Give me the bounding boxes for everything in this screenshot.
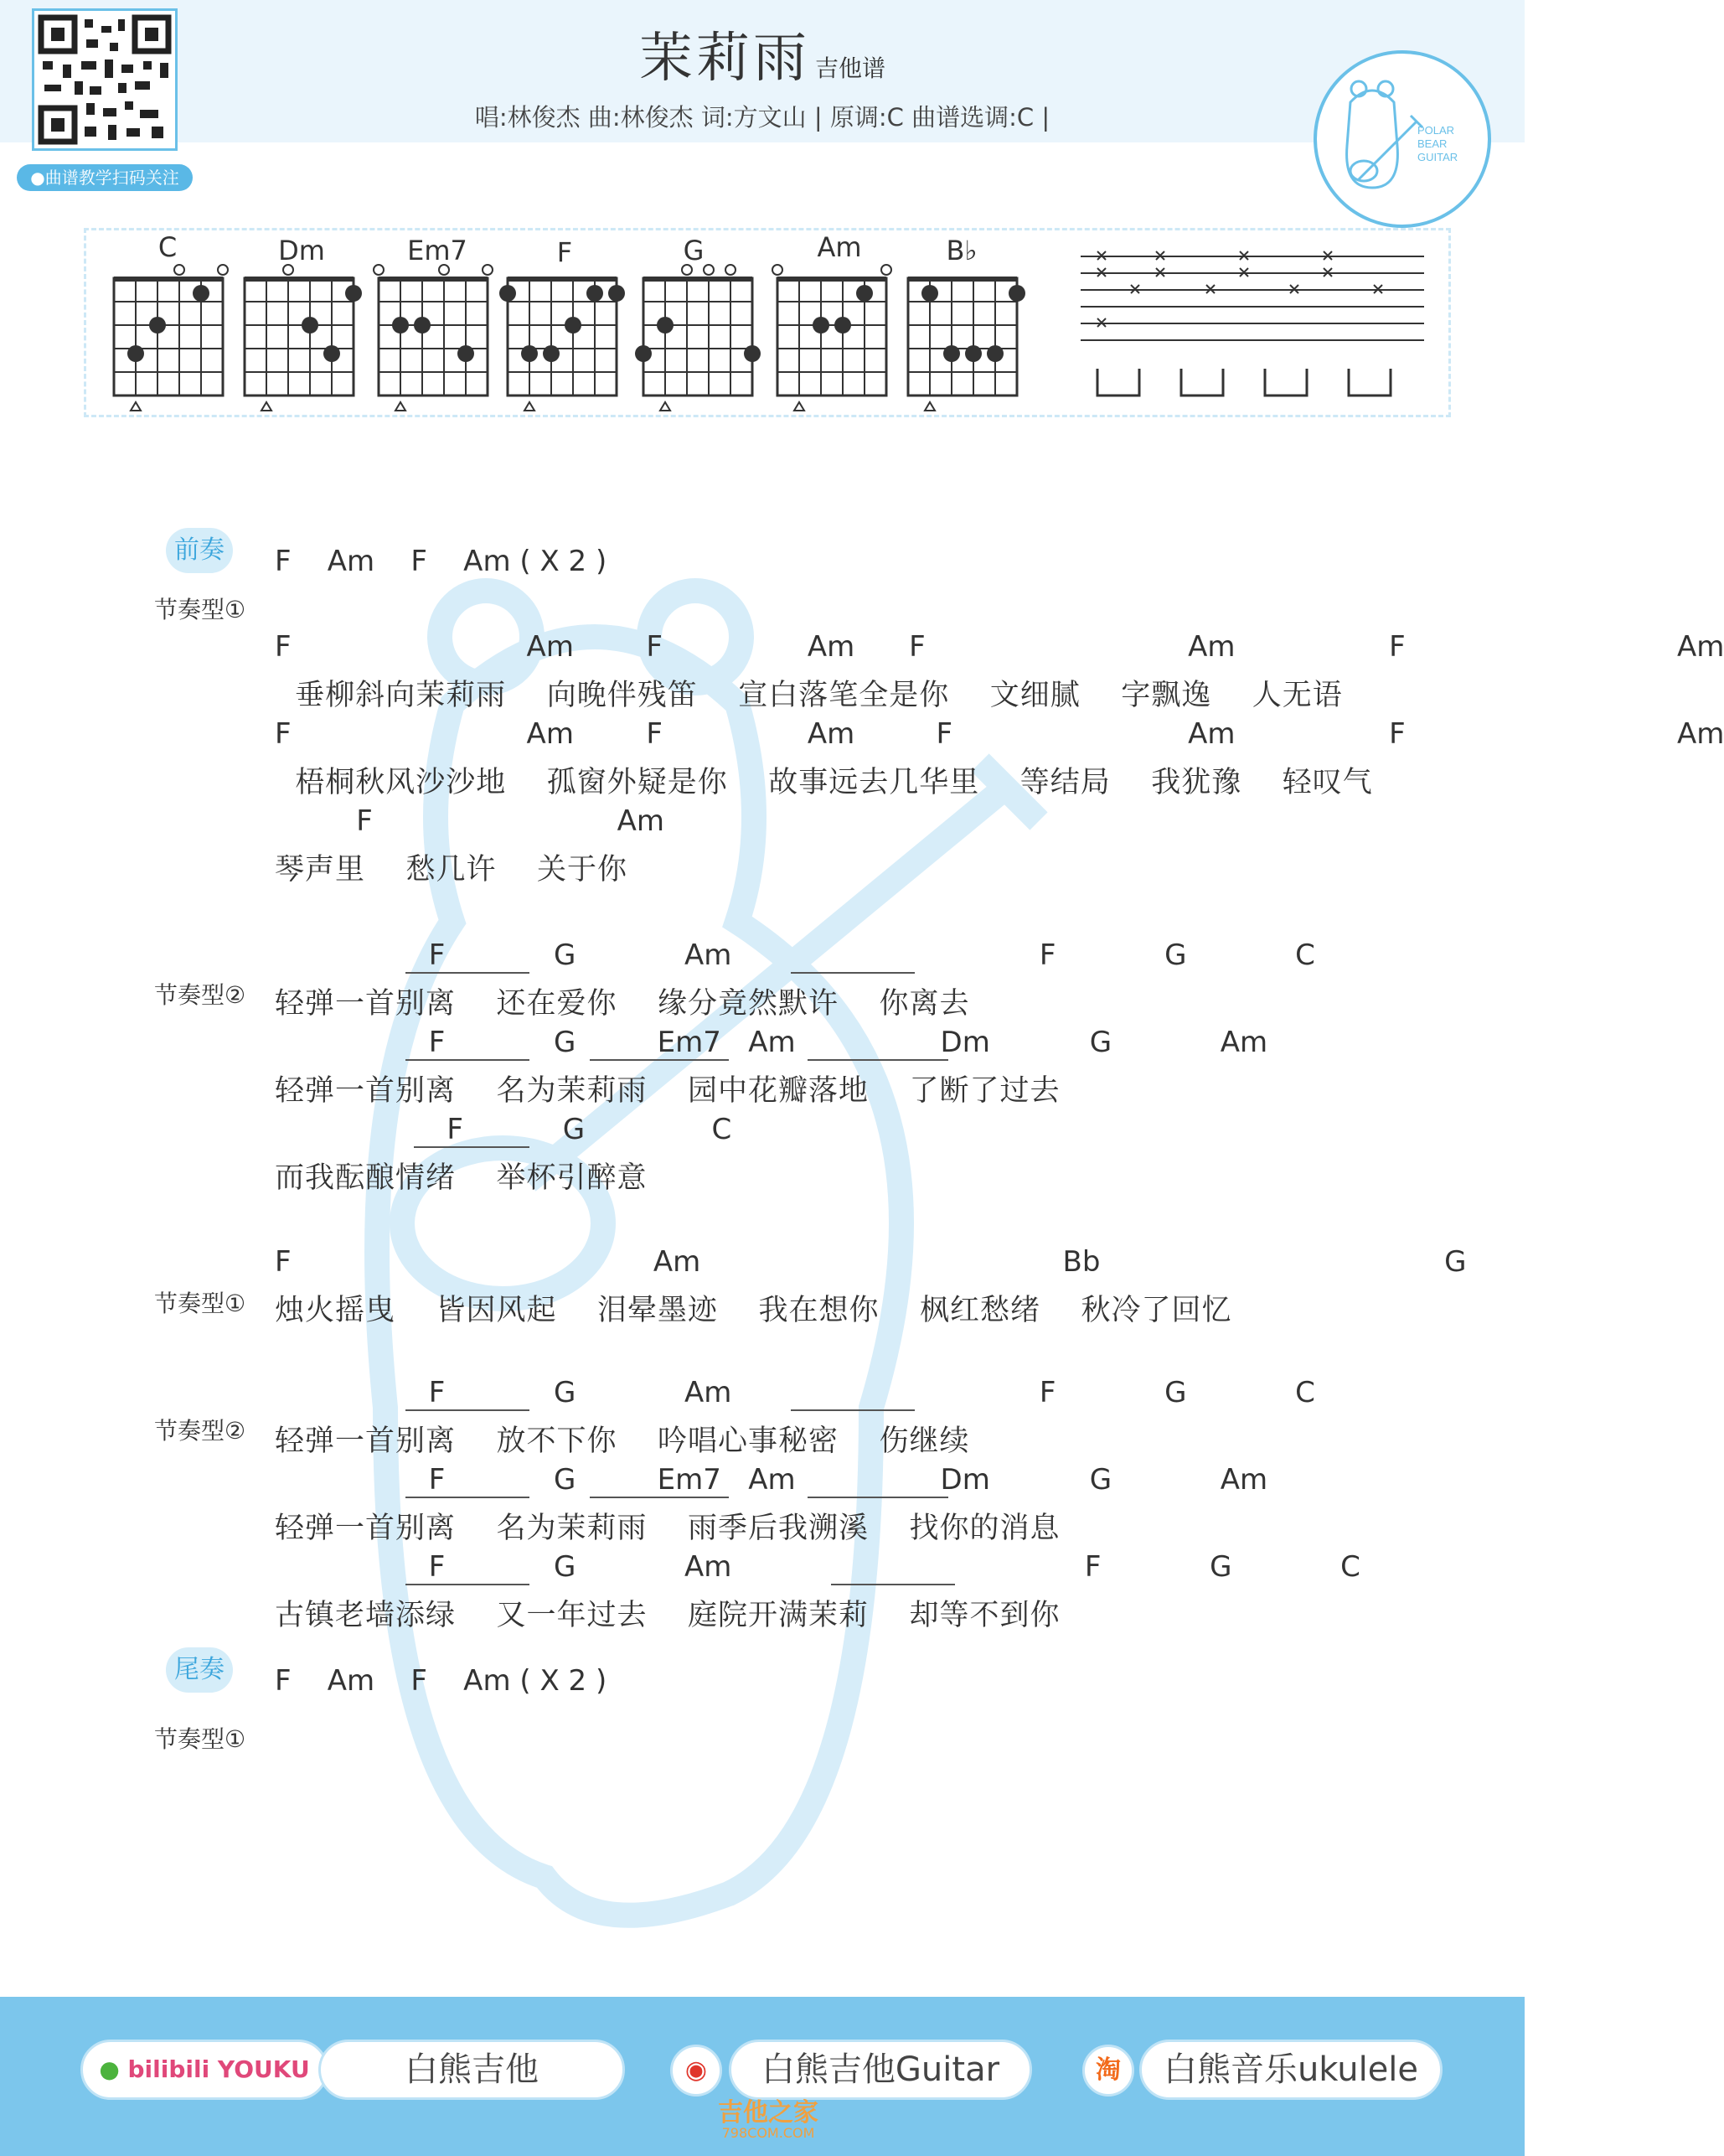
chorus2-chord-line-3: F G Am F G C bbox=[275, 1550, 1360, 1584]
rhythm-label-1b: 节奏型① bbox=[154, 1290, 246, 1317]
chord-underline bbox=[405, 972, 529, 974]
rhythm-label-1: 节奏型① bbox=[154, 596, 246, 623]
chorus2-chord-line-1: F G Am F G C bbox=[275, 1376, 1315, 1409]
site-watermark: 吉他之家 bbox=[718, 2098, 818, 2128]
chorus2-chord-line-2: F G Em7 Am Dm G Am bbox=[275, 1463, 1268, 1497]
chord-diagrams-svg bbox=[101, 251, 1441, 419]
taobao-icon[interactable]: 淘 bbox=[1082, 2045, 1134, 2097]
chorus1-lyric-line-3: 而我酝酿情绪 举杯引醉意 bbox=[275, 1161, 648, 1195]
outro-label: 尾奏 bbox=[166, 1647, 233, 1693]
chord-underline bbox=[405, 1584, 529, 1585]
verse1-chord-line-3: F Am bbox=[275, 804, 665, 838]
chorus1-chord-line-2: F G Em7 Am Dm G Am bbox=[275, 1026, 1268, 1059]
verse1-lyric-line-2: 梧桐秋风沙沙地 孤窗外疑是你 故事远去几华里 等结局 我犹豫 轻叹气 bbox=[275, 766, 1373, 799]
verse1-lyric-line-3: 琴声里 愁几许 关于你 bbox=[275, 853, 628, 887]
chord-name-bb: B♭ bbox=[946, 235, 978, 266]
taobao-name-pill[interactable]: 白熊音乐ukulele bbox=[1139, 2040, 1443, 2100]
song-title bbox=[0, 15, 1525, 92]
chord-underline bbox=[590, 1059, 729, 1061]
verse1-chord-line-1: F Am F Am F Am F Am bbox=[275, 630, 1724, 664]
chord-underline bbox=[808, 1497, 948, 1498]
wechat-icon: ● bbox=[99, 2055, 120, 2083]
prelude-label: 前奏 bbox=[166, 528, 233, 573]
title-text: 茉莉雨 bbox=[638, 28, 810, 90]
chord-name-g: G bbox=[683, 235, 705, 266]
chorus1-lyric-line-1: 轻弹一首别离 还在爱你 缘分竟然默许 你离去 bbox=[275, 987, 970, 1021]
chord-name-c: C bbox=[157, 231, 178, 263]
chorus1-lyric-line-2: 轻弹一首别离 名为茉莉雨 园中花瓣落地 了断了过去 bbox=[275, 1074, 1061, 1108]
rhythm-label-2: 节奏型② bbox=[154, 981, 246, 1009]
logo-text-polar: POLAR bbox=[1417, 124, 1455, 137]
verse2-lyric-line-1: 烛火摇曳 皆因风起 泪晕墨迹 我在想你 枫红愁绪 秋冷了回忆 bbox=[275, 1294, 1232, 1327]
qr-caption-badge: ●曲谱教学扫码关注 bbox=[17, 164, 193, 191]
chorus2-lyric-line-2: 轻弹一首别离 名为茉莉雨 雨季后我溯溪 找你的消息 bbox=[275, 1512, 1061, 1545]
chord-underline bbox=[405, 1497, 529, 1498]
verse1-lyric-line-1: 垂柳斜向茉莉雨 向晚伴残笛 宣白落笔全是你 文细腻 字飘逸 人无语 bbox=[275, 679, 1343, 712]
chord-name-dm: Dm bbox=[278, 235, 325, 266]
chorus1-chord-line-3: F G C bbox=[275, 1113, 732, 1146]
chord-diagram-dm bbox=[245, 265, 362, 411]
chord-underline bbox=[405, 1059, 529, 1061]
channel-name-pill[interactable]: 白熊吉他 bbox=[318, 2040, 625, 2100]
chorus2-lyric-line-3: 古镇老墙添绿 又一年过去 庭院开满茉莉 却等不到你 bbox=[275, 1599, 1061, 1632]
polar-bear-guitar-logo bbox=[1314, 50, 1491, 228]
title-subtitle: 吉他谱 bbox=[814, 54, 885, 82]
chord-underline bbox=[791, 972, 915, 974]
chord-underline bbox=[831, 1584, 955, 1585]
chord-diagram-am bbox=[772, 265, 891, 411]
rhythm-label-2b: 节奏型② bbox=[154, 1417, 246, 1445]
intro-chord-line: F Am F Am ( X 2 ) bbox=[275, 545, 607, 578]
chord-underline bbox=[590, 1497, 729, 1498]
logo-text-bear: BEAR bbox=[1417, 137, 1448, 150]
verse1-chord-line-2: F Am F Am F Am F Am bbox=[275, 717, 1724, 751]
rhythm-label-1c: 节奏型① bbox=[154, 1725, 246, 1753]
chord-diagram-g bbox=[635, 265, 761, 411]
chord-underline bbox=[405, 1409, 529, 1411]
weibo-name-pill[interactable]: 白熊吉他Guitar bbox=[729, 2040, 1032, 2100]
verse2-chord-line-1: F Am Bb G bbox=[275, 1245, 1467, 1279]
weibo-icon[interactable]: ◉ bbox=[670, 2045, 722, 2097]
song-meta: 唱:林俊杰 曲:林俊杰 词:方文山 | 原调:C 曲谱选调:C | bbox=[474, 103, 1050, 132]
chord-diagram-f bbox=[499, 278, 625, 411]
chord-underline bbox=[791, 1409, 915, 1411]
logo-text-guitar: GUITAR bbox=[1417, 151, 1458, 163]
chord-diagram-bb bbox=[908, 278, 1025, 411]
platforms-text: bilibili YOUKU bbox=[127, 2055, 310, 2083]
chord-name-f: F bbox=[556, 236, 573, 268]
outro-chord-line: F Am F Am ( X 2 ) bbox=[275, 1664, 607, 1698]
strum-pattern-diagram bbox=[1081, 251, 1424, 396]
chord-name-am: Am bbox=[817, 231, 862, 263]
chord-diagram-c bbox=[114, 265, 228, 411]
chorus1-chord-line-1: F G Am F G C bbox=[275, 938, 1315, 972]
chord-underline bbox=[414, 1146, 529, 1148]
chord-diagram-em7 bbox=[374, 265, 493, 411]
platform-pill[interactable] bbox=[80, 2040, 328, 2100]
chord-underline bbox=[808, 1059, 948, 1061]
chorus2-lyric-line-1: 轻弹一首别离 放不下你 吟唱心事秘密 伤继续 bbox=[275, 1424, 970, 1458]
site-watermark-sub: 798COM.COM bbox=[721, 2125, 815, 2141]
chord-name-em7: Em7 bbox=[407, 235, 467, 266]
